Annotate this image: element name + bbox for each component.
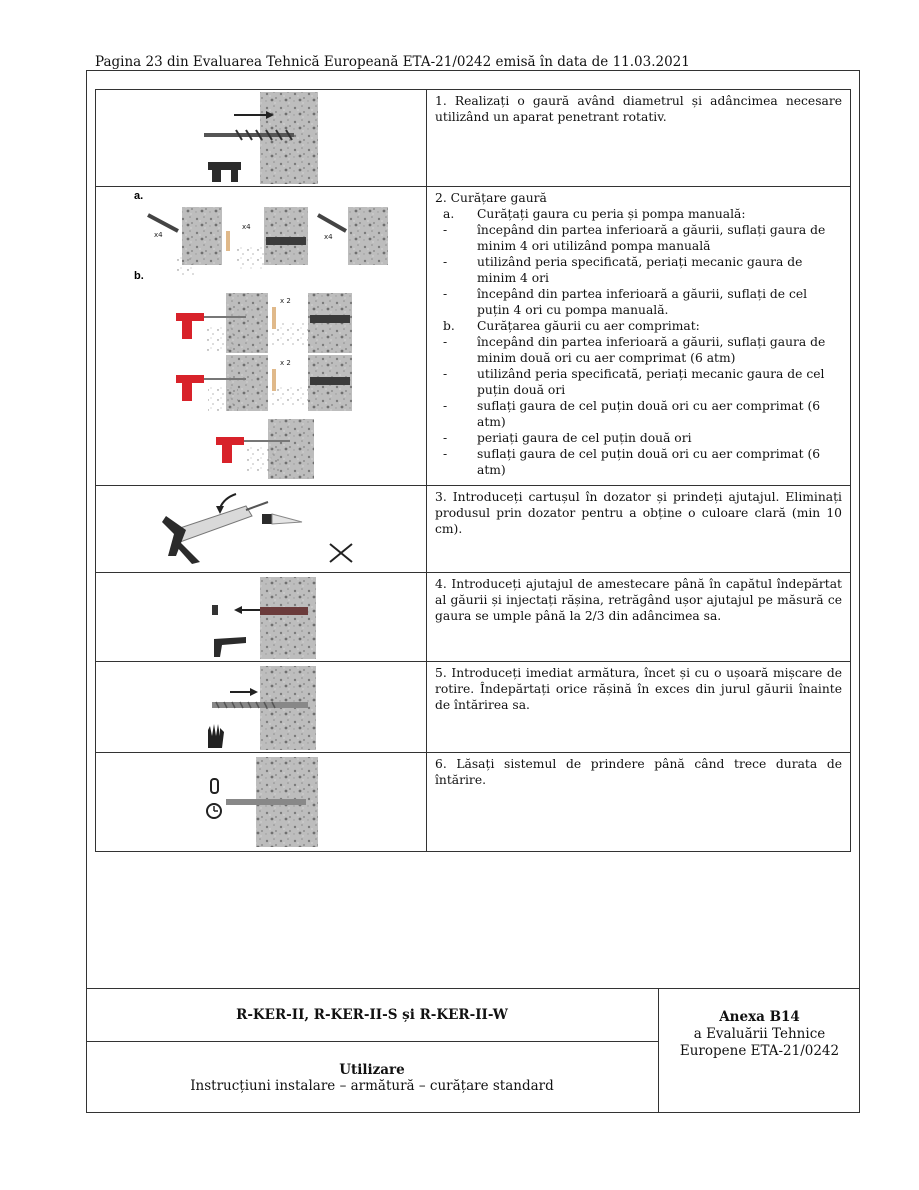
svg-text:x4: x4 xyxy=(242,223,251,231)
step-4-text: 4. Introduceți ajutajul de amestecare până în capătul îndepărtat al găurii și injectați rășina, retrăgând ușor ajutajul pe măsură ce gaura se umple până la 2/3 din adâncimea sa. xyxy=(427,573,851,662)
hand-pump-icon xyxy=(148,215,178,231)
step-5-illustration xyxy=(96,662,427,753)
list-item: - începând din partea inferioară a găurii, suflați gaura de minim 4 ori utilizând pompa manuală xyxy=(443,223,826,253)
list-item: - suflați gaura de cel puțin două ori cu aer comprimat (6 atm) xyxy=(443,447,821,477)
list-item: - utilizând peria specificată, periați mecanic gaura de cel puțin două ori xyxy=(443,367,825,397)
list-item: - periați gaura de cel puțin două ori xyxy=(443,431,692,445)
svg-text:x4: x4 xyxy=(324,233,333,241)
rotary-drill-icon xyxy=(208,162,241,182)
step-6-text: 6. Lăsați sistemul de prindere până când trece durata de întărire. xyxy=(427,753,851,852)
footer-section-title: Utilizare xyxy=(339,1061,405,1078)
step-row-1 xyxy=(96,90,851,187)
footer-section xyxy=(86,1042,658,1113)
step-row-5 xyxy=(96,662,851,753)
step-row-6 xyxy=(96,753,851,852)
drill-illustration xyxy=(96,90,426,186)
footer-product: R-KER-II, R-KER-II-S și R-KER-II-W xyxy=(86,988,658,1042)
injection-illustration xyxy=(96,573,426,661)
rebar-illustration xyxy=(96,662,426,752)
svg-text:x 2: x 2 xyxy=(280,297,291,305)
step-2-illustration xyxy=(96,187,427,486)
label-b: b. xyxy=(134,270,144,282)
dispenser-illustration xyxy=(96,486,426,572)
list-item: - utilizând peria specificată, periați mecanic gaura de minim 4 ori xyxy=(443,255,803,285)
step-row-4 xyxy=(96,573,851,662)
step-3-illustration xyxy=(96,486,427,573)
arrow-right-icon xyxy=(230,688,258,696)
arrow-right-icon xyxy=(234,111,274,119)
nozzle-icon xyxy=(262,514,302,524)
annex-line-1: a Evaluării Tehnice xyxy=(693,1026,826,1042)
step-2-title: 2. Curățare gaură xyxy=(435,191,547,205)
step-6-illustration xyxy=(96,753,427,852)
clock-icon xyxy=(207,804,221,818)
hand-pump-icon xyxy=(318,215,346,231)
annex-line-2: Europene ETA-21/0242 xyxy=(679,1043,840,1059)
dispenser-gun-icon xyxy=(162,502,268,564)
curing-illustration xyxy=(96,753,426,851)
label-a: a. xyxy=(134,190,144,202)
footer-annex xyxy=(658,988,860,1113)
step-row-3 xyxy=(96,486,851,573)
list-item: a. Curățați gaura cu peria și pompa manuală: xyxy=(443,207,746,221)
step-4-illustration xyxy=(96,573,427,662)
step-2-list xyxy=(435,206,842,478)
installation-steps-table xyxy=(95,89,851,852)
svg-text:x4: x4 xyxy=(154,231,163,239)
padlock-icon xyxy=(211,779,218,793)
nozzle-icon xyxy=(212,605,218,615)
step-5-text: 5. Introduceți imediat armătura, încet și cu o ușoară mișcare de rotire. Îndepărtați orice rășină în exces din jurul găurii înainte de întărirea sa. xyxy=(427,662,851,753)
step-1-text: 1. Realizați o gaură având diametrul și adâncimea necesare utilizând un aparat penetrant rotativ. xyxy=(427,90,851,187)
svg-text:x 2: x 2 xyxy=(280,359,291,367)
rebar-icon xyxy=(212,702,308,708)
discard-cross-icon xyxy=(330,544,352,562)
arrow-left-icon xyxy=(234,606,260,614)
dispenser-gun-icon xyxy=(214,637,246,657)
footer-section-subtitle: Instrucțiuni instalare – armătură – curățare standard xyxy=(190,1077,554,1094)
list-item: - începând din partea inferioară a găurii, suflați gaura de minim două ori cu aer comprimat (6 atm) xyxy=(443,335,826,365)
step-3-text: 3. Introduceți cartușul în dozator și prindeți ajutajul. Eliminați produsul prin dozator pentru a obține o culoare clară (min 10 cm). xyxy=(427,486,851,573)
page-header: Pagina 23 din Evaluarea Tehnică Europeană ETA-21/0242 emisă în data de 11.03.2021 xyxy=(95,54,690,70)
step-row-2 xyxy=(96,187,851,486)
step-2-text xyxy=(427,187,851,486)
cleaning-illustration xyxy=(96,187,426,485)
list-item: b. Curățarea găurii cu aer comprimat: xyxy=(443,319,700,333)
list-item: - începând din partea inferioară a găurii, suflați de cel puțin 4 ori cu pompa manuală. xyxy=(443,287,808,317)
glove-icon xyxy=(208,724,224,748)
list-item: - suflați gaura de cel puțin două ori cu aer comprimat (6 atm) xyxy=(443,399,821,429)
annex-title: Anexa B14 xyxy=(719,1009,800,1025)
step-1-illustration xyxy=(96,90,427,187)
